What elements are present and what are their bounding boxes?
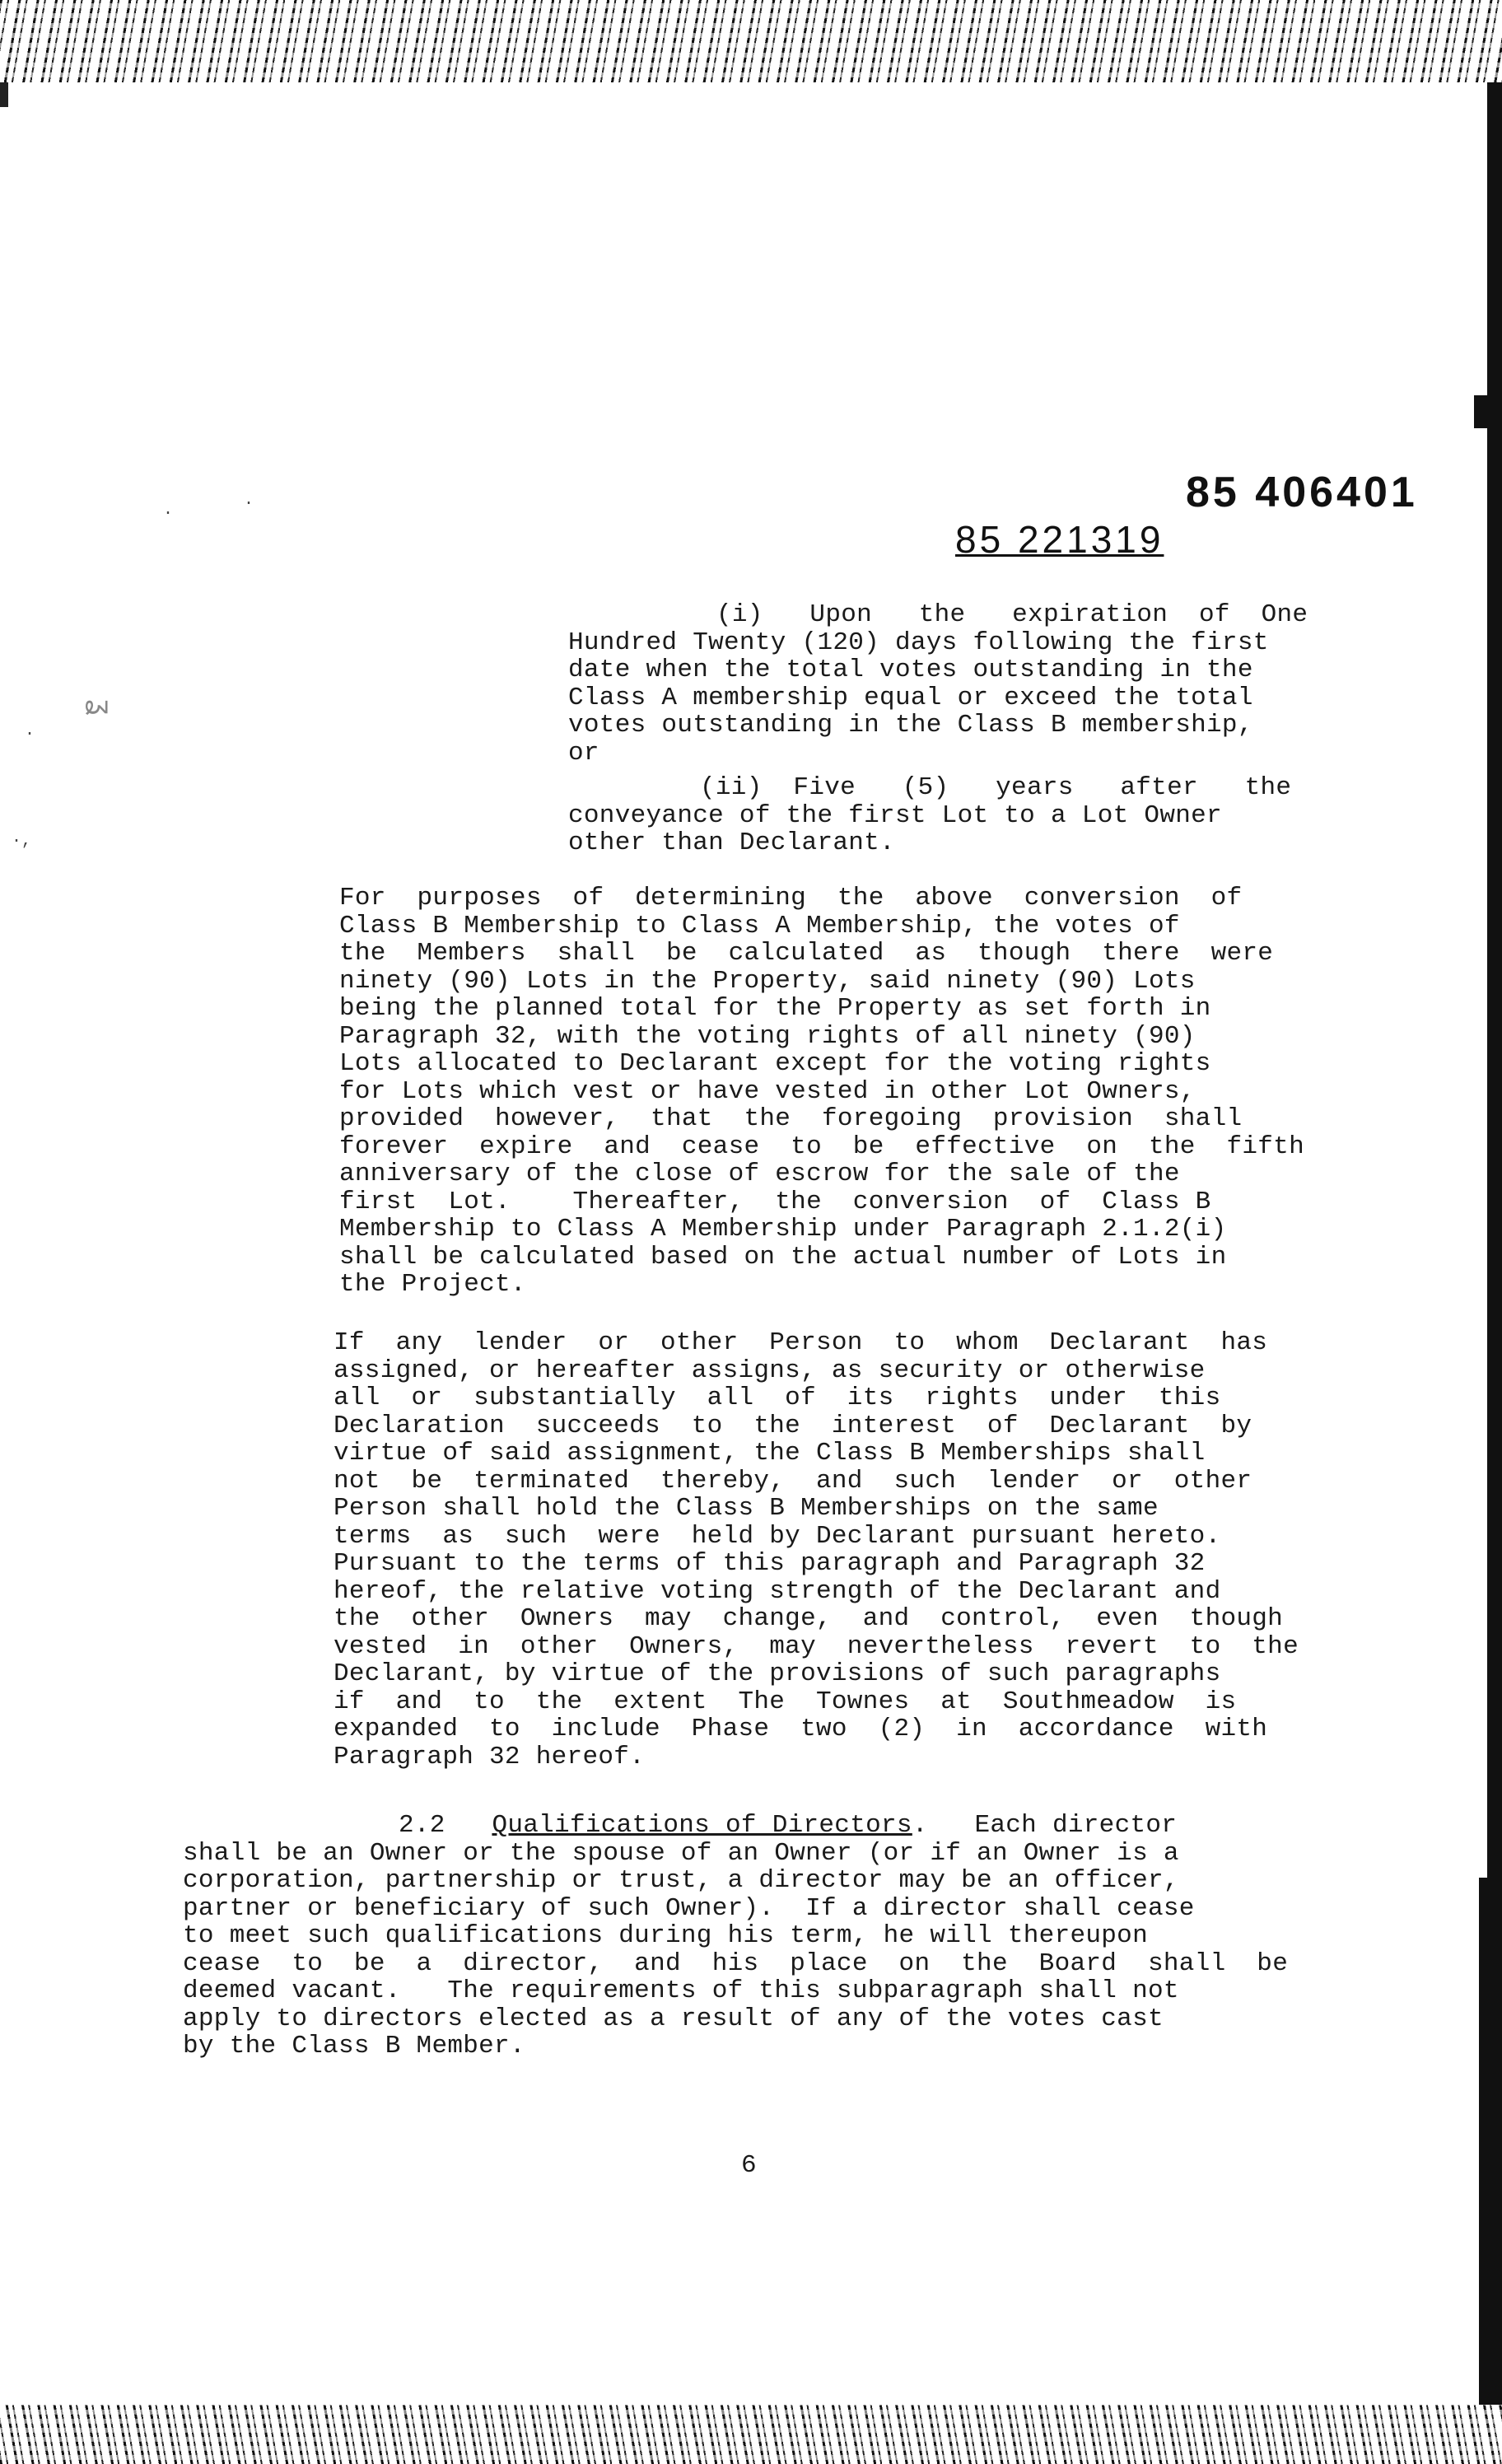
paragraph-conversion-purposes: [339, 884, 1349, 1299]
text-line: Declarant, by virtue of the provisions of such paragraphs: [334, 1659, 1221, 1688]
text-line: other than Declarant.: [568, 828, 895, 857]
text-line: shall be an Owner or the spouse of an Owner (or if an Owner is a: [183, 1838, 1179, 1868]
subparagraph-i: [568, 601, 1359, 767]
text-line: expanded to include Phase two (2) in accordance with: [334, 1715, 1268, 1743]
text-line: anniversary of the close of escrow for the sale of the: [339, 1160, 1180, 1188]
text-fragment: . Each director: [912, 1811, 1178, 1840]
text-line: date when the total votes outstanding in the: [568, 656, 1253, 684]
text-line: first Lot. Thereafter, the conversion of Class B: [339, 1187, 1211, 1216]
text-line: for Lots which vest or have vested in other Lot Owners,: [339, 1076, 1196, 1106]
text-line: For purposes of determining the above conversion of: [339, 884, 1243, 912]
scan-speck: ·: [244, 494, 254, 513]
text-line: Hundred Twenty (120) days following the first: [568, 628, 1269, 657]
subparagraph-ii: [568, 774, 1359, 857]
text-line: virtue of said assignment, the Class B Memberships shall: [334, 1439, 1206, 1468]
text-line: Declaration succeeds to the interest of Declarant by: [334, 1411, 1252, 1440]
section-first-line: [183, 1812, 1327, 1840]
scan-noise-top: [0, 0, 1502, 82]
text-line: being the planned total for the Property as set forth in: [339, 994, 1211, 1023]
paragraph-lender-assignment: [334, 1329, 1341, 1771]
text-line: forever expire and cease to be effective on the fifth: [339, 1132, 1304, 1161]
text-line: Person shall hold the Class B Memberships on the same: [334, 1494, 1159, 1523]
text-line: if and to the extent The Townes at Southmeadow is: [334, 1687, 1237, 1716]
text-line: (ii) Five (5) years after the: [700, 773, 1292, 802]
text-line: If any lender or other Person to whom Declarant has: [334, 1328, 1268, 1357]
scan-speck: ·: [163, 504, 174, 523]
text-line: assigned, or hereafter assigns, as security or otherwise: [334, 1356, 1206, 1385]
text-line: not be terminated thereby, and such lender or other: [334, 1466, 1252, 1496]
text-line: to meet such qualifications during his term, he will thereupon: [183, 1921, 1148, 1950]
recording-number-text: 85 221319: [955, 518, 1164, 561]
text-line: Paragraph 32 hereof.: [334, 1742, 646, 1771]
text-line: cease to be a director, and his place on the Board shall be: [183, 1948, 1289, 1978]
text-line: Class A membership equal or exceed the total: [568, 683, 1253, 712]
text-line: Class B Membership to Class A Membership, the votes of: [339, 911, 1180, 940]
scan-speck: ·: [25, 725, 35, 744]
text-line: votes outstanding in the Class B membership,: [568, 711, 1253, 740]
recording-number-stamp-2: [955, 517, 1164, 562]
text-line: Pursuant to the terms of this paragraph and Paragraph 32: [334, 1549, 1206, 1578]
text-line: deemed vacant. The requirements of this subparagraph shall not: [183, 1976, 1179, 2005]
recording-number-stamp: 85 406401: [1186, 469, 1418, 516]
text-line: all or substantially all of its rights under this: [334, 1384, 1221, 1412]
page-number: 6: [741, 2151, 757, 2180]
text-line: corporation, partnership or trust, a director may be an officer,: [183, 1866, 1179, 1895]
text-line: Membership to Class A Membership under Paragraph 2.1.2(i): [339, 1215, 1227, 1244]
text-line: conveyance of the first Lot to a Lot Owner: [568, 800, 1222, 830]
scan-edge-notch-lower: [1479, 1878, 1502, 2405]
scan-speck: ·,: [12, 832, 32, 851]
section-heading: Qualifications of Directors: [492, 1811, 912, 1840]
text-line: (i) Upon the expiration of One: [716, 600, 1308, 629]
section-number: 2.2: [399, 1811, 445, 1840]
text-line: apply to directors elected as a result of any of the votes cast: [183, 2004, 1164, 2033]
text-line: by the Class B Member.: [183, 2032, 525, 2060]
text-line: or: [568, 738, 599, 768]
text-line: vested in other Owners, may nevertheless revert to the: [334, 1631, 1299, 1661]
text-line: ninety (90) Lots in the Property, said ninety (90) Lots: [339, 966, 1196, 996]
text-line: shall be calculated based on the actual number of Lots in: [339, 1242, 1227, 1272]
scan-noise-bottom: [0, 2405, 1502, 2464]
text-line: hereof, the relative voting strength of the Declarant and: [334, 1576, 1221, 1606]
text-line: provided however, that the foregoing provision shall: [339, 1104, 1243, 1133]
scan-edge-left: [0, 82, 8, 107]
text-line: the other Owners may change, and control, even though: [334, 1604, 1284, 1633]
text-line: partner or beneficiary of such Owner). If a director shall cease: [183, 1893, 1195, 1923]
section-2-2-qualifications: [183, 1812, 1327, 2060]
text-line: Paragraph 32, with the voting rights of all ninety (90): [339, 1021, 1196, 1051]
margin-handwritten-mark: ʓ: [82, 698, 117, 716]
text-line: terms as such were held by Declarant pursuant hereto.: [334, 1521, 1221, 1551]
scan-edge-notch: [1474, 395, 1502, 428]
text-line: Lots allocated to Declarant except for the voting rights: [339, 1049, 1211, 1078]
text-line: the Members shall be calculated as though there were: [339, 939, 1274, 968]
text-line: the Project.: [339, 1270, 526, 1299]
